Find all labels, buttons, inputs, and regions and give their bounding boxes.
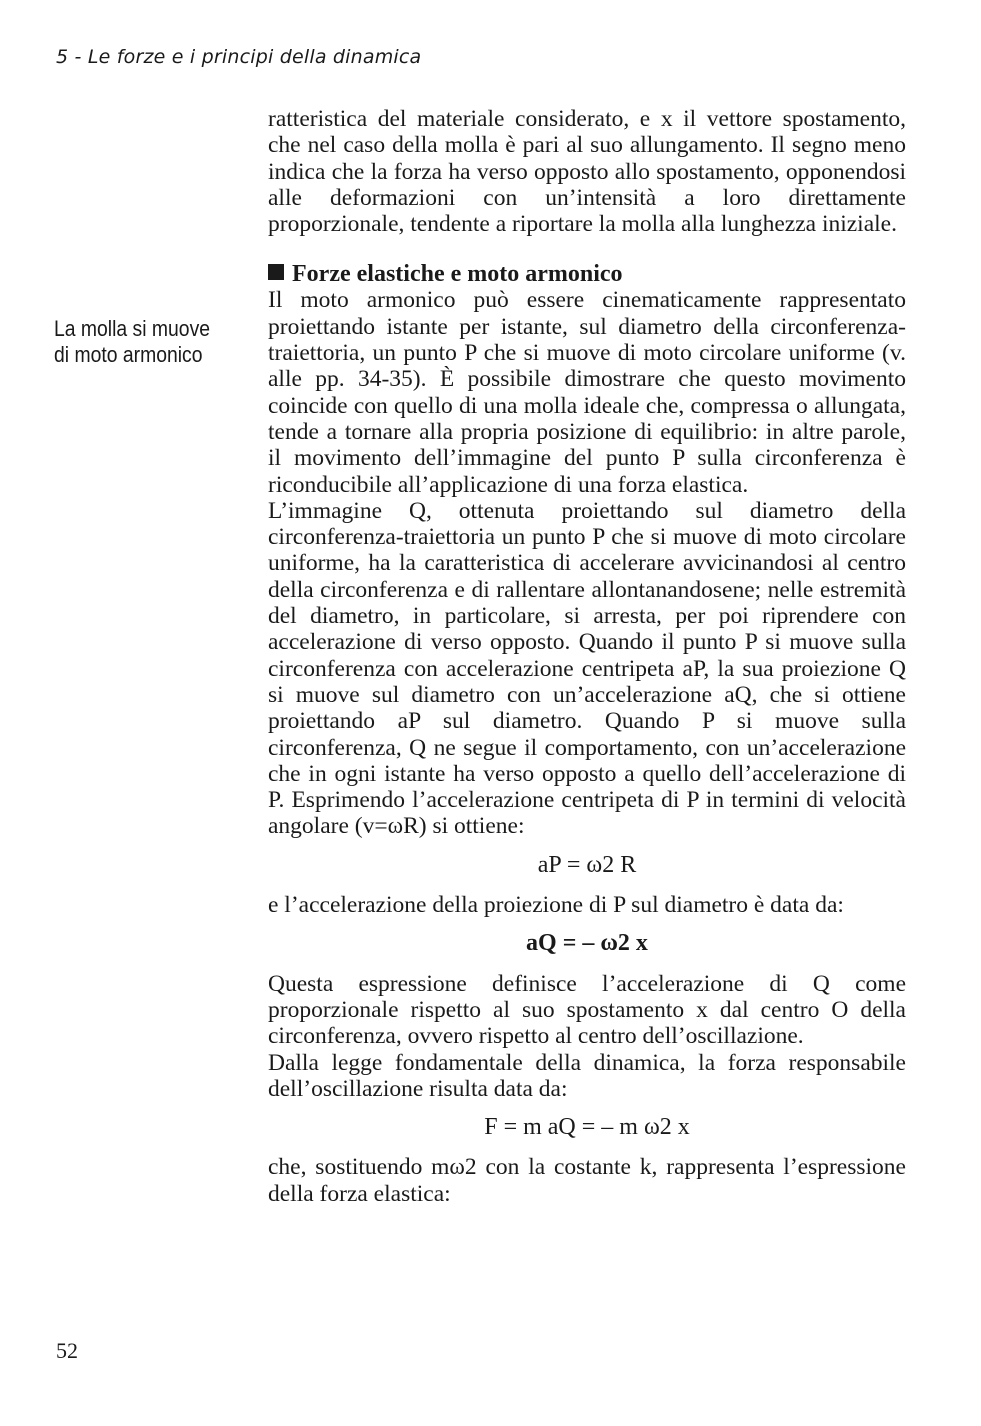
paragraph-1: ratteristica del materiale considerato, e x il vettore spostamento, che nel caso della molla è pari al suo allungamento. Il segno meno indica che la forza ha verso opposto allo spostamento, opponendosi alle deformazioni con un’intensità a loro direttamente proporzionale, tendente a riportare la molla alla lunghezza iniziale. bbox=[268, 106, 906, 238]
section-heading-text: Forze elastiche e moto armonico bbox=[292, 261, 623, 288]
body-text bbox=[268, 106, 906, 1207]
paragraph-2: Il moto armonico può essere cinematicamente rappresentato proiettando istante per istante, sul diametro della circonferenza-traiettoria, un punto P che si muove di moto circolare uniforme (v. alle pp. 34-35). È possibile dimostrare che questo movimento coincide con quello di una molla ideale che, compressa o allungata, tende a tornare alla propria posizione di equilibrio: in altre parole, il movimento dell’immagine del punto P sulla circonferenza è riconducibile all’applicazione di una forza elastica. bbox=[268, 287, 906, 498]
formula-centripetal: aP = ω2 R bbox=[537, 851, 637, 878]
margin-note-line-2: di moto armonico bbox=[54, 342, 203, 367]
paragraph-4: e l’accelerazione della proiezione di P sul diametro è data da: bbox=[268, 892, 844, 919]
paragraph-3: L’immagine Q, ottenuta proiettando sul diametro della circonferenza-traiettoria un punto P che si muove di moto circolare uniforme, ha la caratteristica di accelerare avvicinandosi al centro della circonferenza e di rallentare allontanandosene; nelle estremità del diametro, in particolare, si arresta, per poi riprendere con accelerazione di verso opposto. Quando il punto P si muove sulla circonferenza con accelerazione centripeta aP, la sua proiezione Q si muove sul diametro con un’accelerazione aQ, che si ottiene proiettando aP sul diametro. Quando P si muove sulla circonferenza, Q ne segue il comportamento, con un’accelerazione che in ogni istante ha verso opposto a quello dell’accelerazione di P. Esprimendo l’accelerazione centripeta di P in termini di velocità angolare (v=ωR) si ottiene: bbox=[268, 497, 906, 840]
running-head: 5 - Le forze e i principi della dinamica bbox=[56, 46, 422, 68]
formula-projection: aQ = – ω2 x bbox=[526, 930, 648, 957]
formula-force: F = m aQ = – m ω2 x bbox=[484, 1114, 690, 1141]
paragraph-7: che, sostituendo mω2 con la costante k, rappresenta l’espressione della forza elastica: bbox=[268, 1154, 906, 1207]
margin-note bbox=[54, 316, 221, 368]
page-number: 52 bbox=[56, 1338, 78, 1363]
paragraph-5: Questa espressione definisce l’accelerazione di Q come proporzionale rispetto al suo spostamento x dal centro O della circonferenza, ovvero rispetto al centro dell’oscillazione. bbox=[268, 970, 906, 1050]
margin-note-line-1: La molla si muove bbox=[54, 316, 211, 341]
paragraph-6: Dalla legge fondamentale della dinamica, la forza responsabile dell’oscillazione risulta data da: bbox=[268, 1049, 906, 1102]
square-bullet-icon bbox=[268, 264, 284, 280]
section-heading bbox=[268, 261, 906, 287]
